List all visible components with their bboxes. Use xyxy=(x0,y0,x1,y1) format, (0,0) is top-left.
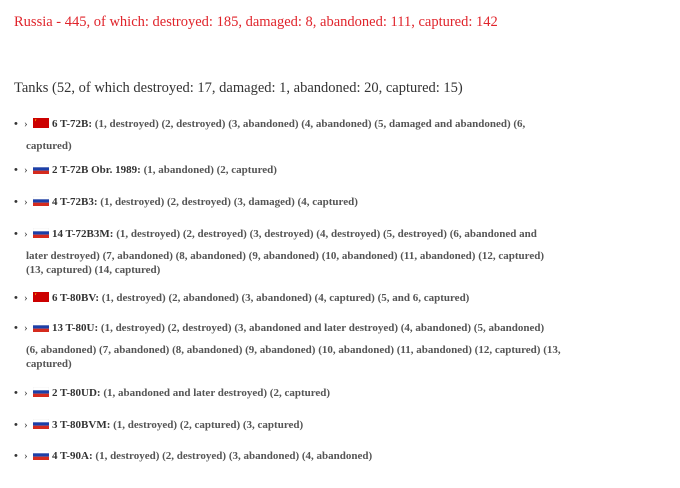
russia-flag-icon xyxy=(33,419,49,429)
list-item xyxy=(14,413,604,437)
chevron-right-icon[interactable]: › xyxy=(24,292,28,304)
bullet-icon: • xyxy=(14,228,18,240)
russia-flag-icon xyxy=(33,322,49,332)
item-name: 6 T-72B: xyxy=(52,118,93,130)
section-heading-tanks: Tanks (52, of which destroyed: 17, damaged: 1, abandoned: 20, captured: 15) xyxy=(14,80,463,96)
country-summary: Russia - 445, of which: destroyed: 185, damaged: 8, abandoned: 111, captured: 142 xyxy=(14,14,498,30)
item-entries: (1, abandoned) (2, captured) xyxy=(143,164,277,176)
chevron-right-icon[interactable]: › xyxy=(24,228,28,240)
item-entries: (1, destroyed) (2, destroyed) (3, abandoned) (4, abandoned) (5, damaged and abandoned) (6, xyxy=(94,118,526,130)
bullet-icon: • xyxy=(14,419,18,431)
item-name: 3 T-80BVM: xyxy=(52,419,111,431)
item-entries: (1, destroyed) (2, captured) (3, captured) xyxy=(113,419,304,431)
bullet-icon: • xyxy=(14,387,18,399)
chevron-right-icon[interactable]: › xyxy=(24,322,28,334)
item-entries: (1, abandoned and later destroyed) (2, captured) xyxy=(103,387,331,399)
item-entries: (1, destroyed) (2, abandoned) (3, abandoned) (4, captured) (5, and 6, captured) xyxy=(101,292,470,304)
bullet-icon: • xyxy=(14,292,18,304)
list-item xyxy=(14,316,604,372)
item-entries: (1, destroyed) (2, destroyed) (3, destroyed) (4, destroyed) (5, destroyed) (6, abandoned and xyxy=(116,228,537,240)
chevron-right-icon[interactable]: › xyxy=(24,164,28,176)
item-name: 4 T-72B3: xyxy=(52,196,98,208)
russia-flag-icon xyxy=(33,228,49,238)
item-entries-continued: captured) xyxy=(26,140,72,152)
item-entries: (1, destroyed) (2, destroyed) (3, abandoned) (4, abandoned) xyxy=(95,450,373,462)
chevron-right-icon[interactable]: › xyxy=(24,118,28,130)
item-entries-continued: captured) xyxy=(26,358,72,370)
item-name: 14 T-72B3M: xyxy=(52,228,114,240)
bullet-icon: • xyxy=(14,322,18,334)
item-name: 13 T-80U: xyxy=(52,322,99,334)
item-name: 4 T-90A: xyxy=(52,450,93,462)
chevron-right-icon[interactable]: › xyxy=(24,196,28,208)
list-item xyxy=(14,190,604,214)
item-entries: (1, destroyed) (2, destroyed) (3, damaged) (4, captured) xyxy=(100,196,358,208)
item-entries-continued: (13, captured) (14, captured) xyxy=(26,264,161,276)
chevron-right-icon[interactable]: › xyxy=(24,387,28,399)
list-item xyxy=(14,112,604,158)
bullet-icon: • xyxy=(14,164,18,176)
soviet-flag-icon xyxy=(33,292,49,302)
list-item xyxy=(14,381,604,405)
item-entries: (1, destroyed) (2, destroyed) (3, abandoned and later destroyed) (4, abandoned) (5, abandoned) xyxy=(100,322,545,334)
list-item xyxy=(14,286,604,310)
russia-flag-icon xyxy=(33,450,49,460)
item-name: 2 T-80UD: xyxy=(52,387,101,399)
russia-flag-icon xyxy=(33,196,49,206)
russia-flag-icon xyxy=(33,164,49,174)
item-entries-continued: later destroyed) (7, abandoned) (8, abandoned) (9, abandoned) (10, abandoned) (11, abandoned) (12, captured) xyxy=(26,250,544,262)
chevron-right-icon[interactable]: › xyxy=(24,419,28,431)
item-name: 6 T-80BV: xyxy=(52,292,99,304)
bullet-icon: • xyxy=(14,196,18,208)
bullet-icon: • xyxy=(14,118,18,130)
soviet-flag-icon xyxy=(33,118,49,128)
item-entries-continued: (6, abandoned) (7, abandoned) (8, abandoned) (9, abandoned) (10, abandoned) (11, abandoned) (12, captured) (13, xyxy=(26,344,561,356)
list-item xyxy=(14,158,604,182)
bullet-icon: • xyxy=(14,450,18,462)
list-item xyxy=(14,444,604,468)
item-name: 2 T-72B Obr. 1989: xyxy=(52,164,141,176)
russia-flag-icon xyxy=(33,387,49,397)
chevron-right-icon[interactable]: › xyxy=(24,450,28,462)
list-item xyxy=(14,222,604,278)
